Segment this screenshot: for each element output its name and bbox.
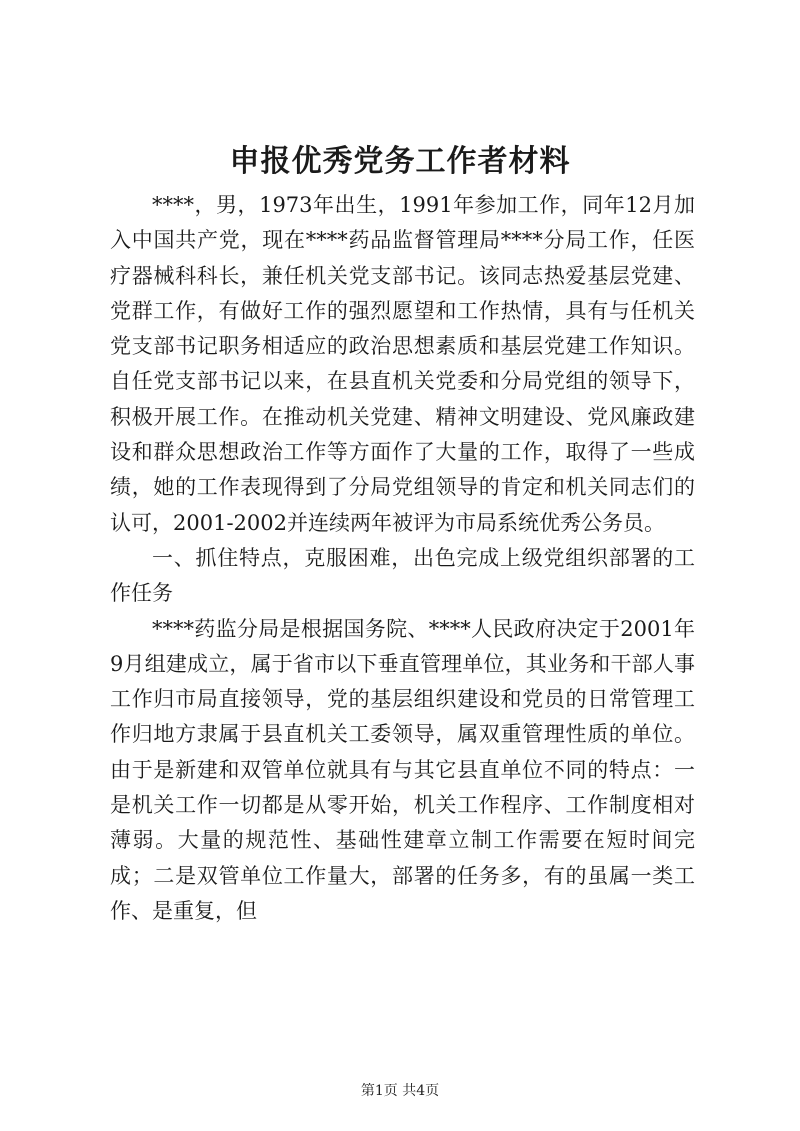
document-body	[110, 188, 695, 929]
paragraph-intro: ****，男，1973年出生，1991年参加工作，同年12月加入中国共产党，现在****药品监督管理局****分局工作，任医疗器械科科长，兼任机关党支部书记。该同志热爱基层党建、党群工作，有做好工作的强烈愿望和工作热情，具有与任机关党支部书记职务相适应的政治思想素质和基层党建工作知识。自任党支部书记以来，在县直机关党委和分局党组的领导下，积极开展工作。在推动机关党建、精神文明建设、党风廉政建设和群众思想政治工作等方面作了大量的工作，取得了一些成绩，她的工作表现得到了分局党组领导的肯定和机关同志们的认可，2001-2002并连续两年被评为市局系统优秀公务员。	[110, 193, 695, 535]
paragraph-section-heading: 一、抓住特点，克服困难，出色完成上级党组织部署的工作任务	[110, 545, 695, 606]
paragraph-section-body: ****药监分局是根据国务院、****人民政府决定于2001年9月组建成立，属于省市以下垂直管理单位，其业务和干部人事工作归市局直接领导，党的基层组织建设和党员的日常管理工作归地方隶属于县直机关工委领导，属双重管理性质的单位。由于是新建和双管单位就具有与其它县直单位不同的特点：一是机关工作一切都是从零开始，机关工作程序、工作制度相对薄弱。大量的规范性、基础性建章立制工作需要在短时间完成；二是双管单位工作量大，部署的任务多，有的虽属一类工作、是重复，但	[110, 616, 695, 923]
document-title: 申报优秀党务工作者材料	[229, 144, 571, 179]
page-footer: 第1页 共4页	[360, 1083, 440, 1099]
